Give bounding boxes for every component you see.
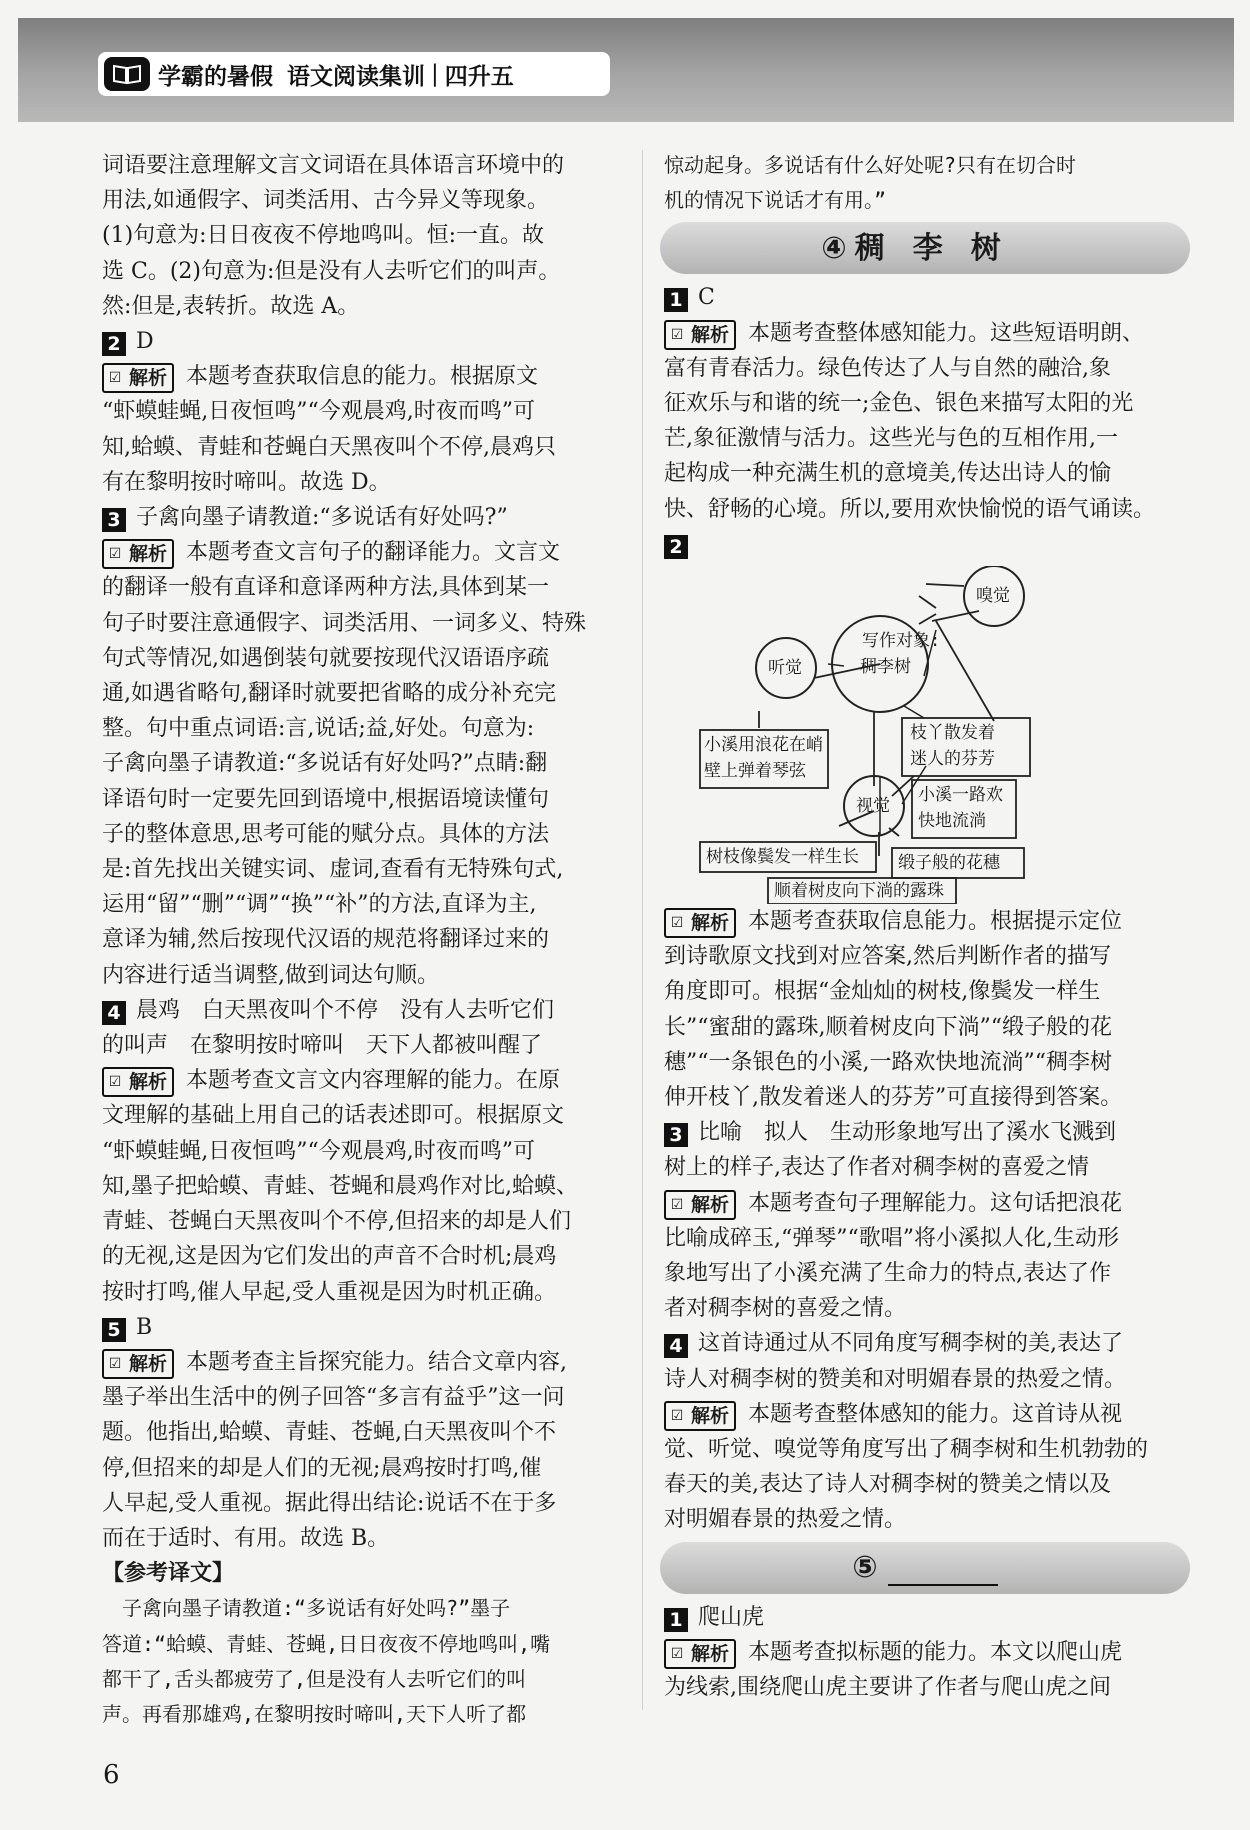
question-4-answer <box>102 993 624 1028</box>
box-brook-run-line1: 小溪一路欢 <box>918 785 1003 806</box>
answer-text: B <box>136 1314 153 1340</box>
translation-line: 声。再看那雄鸡,在黎明按时啼叫,天下人听了都 <box>102 1701 527 1726</box>
s4-question-4-answer <box>664 1326 1186 1361</box>
text-line: 题。他指出,蛤蟆、青蛙、苍蝇,白天黑夜叫个不 <box>102 1420 556 1446</box>
text-line: 觉、听觉、嗅觉等角度写出了稠李树和生机勃勃的 <box>664 1437 1149 1463</box>
question-3-answer <box>102 500 624 535</box>
question-5-answer <box>102 1310 624 1345</box>
answer-text: 诗人对稠李树的赞美和对明媚春景的热爱之情。 <box>664 1366 1127 1392</box>
text-line: 整。句中重点词语:言,说话;益,好处。句意为: <box>102 716 535 742</box>
text-line: 本题考查句子理解能力。这句话把浪花 <box>748 1190 1123 1216</box>
text-line: 征欢乐与和谐的统一;金色、银色来描写太阳的光 <box>664 391 1134 417</box>
text-line: 词语要注意理解文言文词语在具体语言环境中的 <box>102 153 565 178</box>
center-label-line1: 写作对象: <box>862 631 941 652</box>
series-title: 语文阅读集训 <box>287 63 425 90</box>
text-line: 人早起,受人重视。据此得出结论:说话不在于多 <box>102 1490 557 1516</box>
intro-text <box>102 148 624 324</box>
text-line: 译语句时一定要先回到语境中,根据语境读懂句 <box>102 786 549 812</box>
text-line: 本题考查主旨探究能力。结合文章内容, <box>186 1349 568 1375</box>
question-number: 4 <box>102 1001 126 1025</box>
text-line: 停,但招来的却是人们的无视;晨鸡按时打鸣,催 <box>102 1455 542 1481</box>
text-line: 本题考查整体感知能力。这些短语明朗、 <box>748 320 1145 346</box>
text-line: 芒,象征激情与活力。这些光与色的互相作用,一 <box>664 426 1118 452</box>
analysis-icon: ☑ <box>108 370 122 387</box>
text-line: 青蛙、苍蝇白天黑夜叫个不停,但招来的却是人们 <box>102 1209 571 1235</box>
analysis-tag: ☑ 解析 <box>102 363 174 393</box>
text-line: 对明媚春景的热爱之情。 <box>664 1507 907 1533</box>
box-hair-label: 树枝像鬓发一样生长 <box>706 847 859 868</box>
smell-label: 嗅觉 <box>976 586 1010 607</box>
question-2-answer <box>102 324 624 359</box>
text-line: (1)句意为:日日夜夜不停地鸣叫。恒:一直。故 <box>102 223 544 249</box>
question-number: 1 <box>664 1608 688 1632</box>
text-line: 句子时要注意通假字、词类活用、一词多义、特殊 <box>102 610 587 636</box>
box-brook-cliff-line1: 小溪用浪花在峭 <box>704 735 823 756</box>
hearing-label: 听觉 <box>768 658 802 679</box>
grade-label: 四升五 <box>444 63 514 90</box>
center-label-line2: 稠李树 <box>860 657 911 678</box>
text-line: 墨子举出生活中的例子回答“多言有益乎”这一问 <box>102 1385 565 1411</box>
text-line: 角度即可。根据“金灿灿的树枝,像鬓发一样生 <box>664 979 1101 1005</box>
answer-text: D <box>136 329 154 355</box>
text-line: 按时打鸣,催人早起,受人重视是因为时机正确。 <box>102 1279 556 1305</box>
left-column <box>102 148 624 1732</box>
s4-question-3-answer <box>664 1115 1186 1150</box>
text-line: 通,如遇省略句,翻译时就要把省略的成分补充完 <box>102 681 556 707</box>
title-blank <box>888 1550 998 1586</box>
question-5-analysis <box>102 1345 624 1380</box>
s4-question-3-analysis <box>664 1186 1186 1221</box>
translation-line: 机的情况下说话才有用。” <box>664 188 887 213</box>
section-number: ⑤ <box>852 1550 878 1586</box>
question-number: 4 <box>664 1334 688 1358</box>
text-line: “虾蟆蛙蝇,日夜恒鸣”“今观晨鸡,时夜而鸣”可 <box>102 1138 535 1164</box>
analysis-icon: ☑ <box>670 326 684 343</box>
text-line: 本题考查获取信息的能力。根据原文 <box>186 364 539 390</box>
s5-question-1-analysis <box>664 1635 1186 1670</box>
translation-line: 答道:“蛤蟆、青蛙、苍蝇,日日夜夜不停地鸣叫,嘴 <box>102 1631 551 1656</box>
text-line: 文理解的基础上用自己的话表述即可。根据原文 <box>102 1103 565 1129</box>
reference-translation-title: 【参考译文】 <box>102 1561 235 1587</box>
box-brook-cliff-line2: 壁上弹着琴弦 <box>704 761 806 782</box>
text-line: 是:首先找出关键实词、虚词,查看有无特殊句式, <box>102 857 564 883</box>
text-line: 的翻译一般有直译和意译两种方法,具体到某一 <box>102 575 549 601</box>
text-line: 长”“蜜甜的露珠,顺着树皮向下淌”“缎子般的花 <box>664 1014 1112 1040</box>
column-divider <box>642 150 643 1710</box>
book-title-bar <box>98 52 610 96</box>
text-line: 的无视,这是因为它们发出的声音不合时机;晨鸡 <box>102 1244 557 1270</box>
analysis-icon: ☑ <box>108 546 122 563</box>
s5-question-1-answer <box>664 1600 1186 1635</box>
text-line: 然:但是,表转折。故选 A。 <box>102 293 360 319</box>
page-number: 6 <box>103 1760 120 1790</box>
text-line: 而在于适时、有用。故选 B。 <box>102 1525 390 1551</box>
text-line: 穗”“一条银色的小溪,一路欢快地流淌”“稠李树 <box>664 1049 1112 1075</box>
analysis-tag: ☑ 解析 <box>102 1067 174 1097</box>
analysis-icon: ☑ <box>670 1645 684 1662</box>
answer-text: 这首诗通过从不同角度写稠李树的美,表达了 <box>698 1331 1123 1357</box>
question-number: 3 <box>664 1123 688 1147</box>
text-line: 用法,如通假字、词类活用、古今异义等现象。 <box>102 188 549 214</box>
book-title: 学霸的暑假 <box>158 63 273 90</box>
text-line: 本题考查文言文内容理解的能力。在原 <box>186 1068 561 1094</box>
text-line: 富有青春活力。绿色传达了人与自然的融洽,象 <box>664 355 1111 381</box>
text-line: 到诗歌原文找到对应答案,然后判断作者的描写 <box>664 944 1111 970</box>
book-icon <box>104 57 150 91</box>
analysis-tag: ☑ 解析 <box>664 1639 736 1669</box>
right-column <box>664 148 1186 1705</box>
answer-text: 比喻 拟人 生动形象地写出了溪水飞溅到 <box>698 1120 1117 1146</box>
text-line: 为线索,围绕爬山虎主要讲了作者与爬山虎之间 <box>664 1675 1111 1701</box>
translation-line: 子禽向墨子请教道:“多说话有好处吗?”墨子 <box>102 1596 511 1621</box>
analysis-icon: ☑ <box>670 1407 684 1424</box>
text-line: 春天的美,表达了诗人对稠李树的赞美之情以及 <box>664 1472 1111 1498</box>
text-line: “虾蟆蛙蝇,日夜恒鸣”“今观晨鸡,时夜而鸣”可 <box>102 399 535 425</box>
text-line: 有在黎明按时啼叫。故选 D。 <box>102 469 391 495</box>
text-line: 知,墨子把蛤蟆、青蛙、苍蝇和晨鸡作对比,蛤蟆、 <box>102 1173 578 1199</box>
answer-text: 晨鸡 白天黑夜叫个不停 没有人去听它们 <box>136 997 555 1023</box>
box-dew-label: 顺着树皮向下淌的露珠 <box>774 881 944 902</box>
text-line: 快、舒畅的心境。所以,要用欢快愉悦的语气诵读。 <box>664 496 1155 522</box>
s4-question-1-analysis <box>664 316 1186 351</box>
box-branches-line2: 迷人的芬芳 <box>910 749 995 770</box>
box-branches-line1: 枝丫散发着 <box>910 723 995 744</box>
answer-text: C <box>698 285 715 311</box>
section-5-banner <box>660 1542 1190 1594</box>
analysis-tag: ☑ 解析 <box>102 539 174 569</box>
s4-question-2 <box>664 527 1186 562</box>
text-line: 本题考查获取信息能力。根据提示定位 <box>748 909 1123 935</box>
box-satin-label: 缎子般的花穗 <box>898 853 1000 874</box>
translation-line: 都干了,舌头都疲劳了,但是没有人去听它们的叫 <box>102 1666 527 1691</box>
text-line: 比喻成碎玉,“弹琴”“歌唱”将小溪拟人化,生动形 <box>664 1225 1119 1251</box>
text-line: 运用“留”“删”“调”“换”“补”的方法,直译为主, <box>102 892 537 918</box>
analysis-icon: ☑ <box>670 1196 684 1213</box>
question-number: 3 <box>102 508 126 532</box>
text-line: 子的整体意思,思考可能的赋分点。具体的方法 <box>102 821 549 847</box>
s4-question-4-analysis <box>664 1397 1186 1432</box>
analysis-tag: ☑ 解析 <box>664 1190 736 1220</box>
translation-line: 惊动起身。多说话有什么好处呢?只有在切合时 <box>664 153 1077 177</box>
text-line: 知,蛤蟆、青蛙和苍蝇白天黑夜叫个不停,晨鸡只 <box>102 434 556 460</box>
text-line: 本题考查整体感知的能力。这首诗从视 <box>748 1401 1123 1427</box>
text-line: 选 C。(2)句意为:但是没有人去听它们的叫声。 <box>102 258 561 284</box>
analysis-tag: ☑ 解析 <box>664 320 736 350</box>
analysis-tag: ☑ 解析 <box>102 1349 174 1379</box>
sight-label: 视觉 <box>856 796 890 817</box>
analysis-tag: ☑ 解析 <box>664 908 736 938</box>
text-line: 本题考查拟标题的能力。本文以爬山虎 <box>748 1639 1123 1665</box>
question-number: 2 <box>102 332 126 356</box>
text-line: 者对稠李树的喜爱之情。 <box>664 1296 907 1322</box>
text-line: 起构成一种充满生机的意境美,传达出诗人的愉 <box>664 461 1111 487</box>
question-number: 1 <box>664 288 688 312</box>
box-brook-run-line2: 快地流淌 <box>918 811 986 832</box>
answer-text: 树上的样子,表达了作者对稠李树的喜爱之情 <box>664 1155 1089 1181</box>
answer-text: 爬山虎 <box>698 1604 765 1630</box>
text-line: 子禽向墨子请教道:“多说话有好处吗?”点睛:翻 <box>102 751 548 777</box>
question-number: 5 <box>102 1318 126 1342</box>
s4-question-2-analysis <box>664 904 1186 939</box>
analysis-tag: ☑ 解析 <box>664 1401 736 1431</box>
text-line: 意译为辅,然后按现代汉语的规范将翻译过来的 <box>102 927 549 953</box>
text-line: 句式等情况,如遇倒装句就要按现代汉语语序疏 <box>102 645 549 671</box>
question-2-analysis <box>102 359 624 394</box>
text-line: 伸开枝丫,散发着迷人的芬芳”可直接得到答案。 <box>664 1085 1123 1111</box>
question-number: 2 <box>664 535 688 559</box>
section-number: ④ <box>821 230 847 266</box>
section-title: 稠李树 <box>854 230 1029 266</box>
text-line: 内容进行适当调整,做到词达句顺。 <box>102 962 439 988</box>
analysis-icon: ☑ <box>108 1074 122 1091</box>
question-4-analysis <box>102 1063 624 1098</box>
analysis-icon: ☑ <box>108 1355 122 1372</box>
analysis-icon: ☑ <box>670 915 684 932</box>
s4-question-1-answer <box>664 280 1186 315</box>
text-line: 本题考查文言句子的翻译能力。文言文 <box>186 540 561 566</box>
question-3-analysis <box>102 535 624 570</box>
answer-text: 的叫声 在黎明按时啼叫 天下人都被叫醒了 <box>102 1033 543 1059</box>
text-line: 象地写出了小溪充满了生命力的特点,表达了作 <box>664 1261 1111 1287</box>
mind-map-diagram <box>664 566 1186 904</box>
answer-text: 子禽向墨子请教道:“多说话有好处吗?” <box>136 505 508 531</box>
title-separator: | <box>431 61 439 87</box>
section-4-banner <box>660 222 1190 274</box>
